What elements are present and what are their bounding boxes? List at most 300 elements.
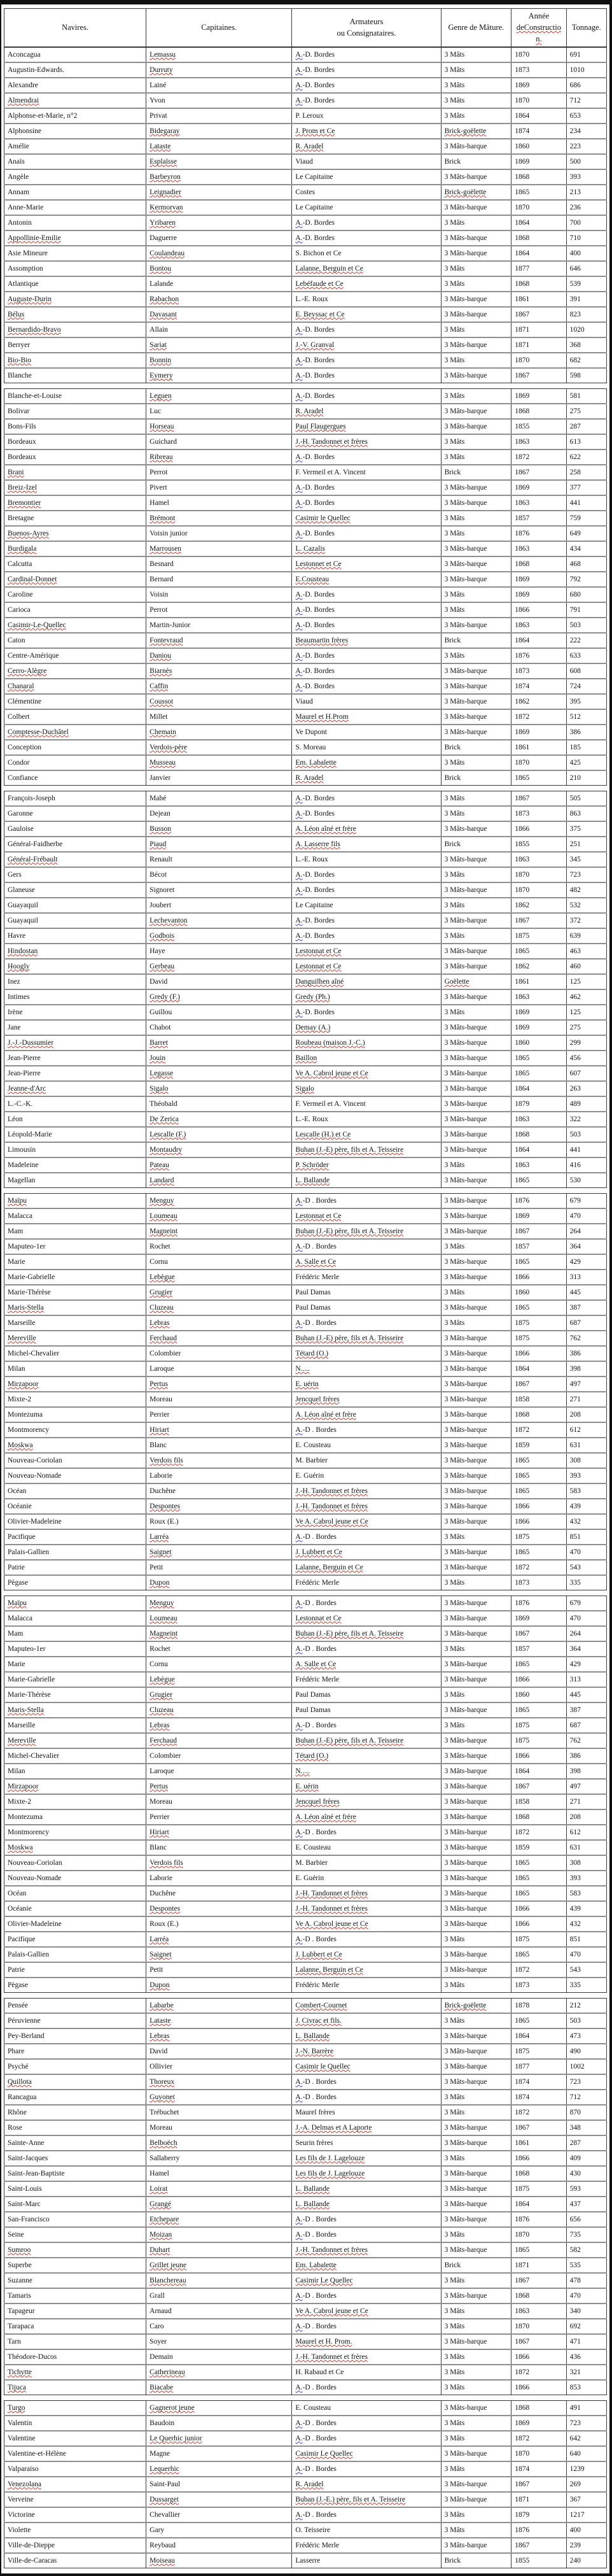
cell-tonnage: 692 [566, 2319, 606, 2334]
cell-capitaine [146, 2431, 292, 2446]
cell-navire [4, 2477, 146, 2492]
cell-annee: 1878 [511, 1999, 566, 2014]
cell-armateur: A.-D. Bordes [292, 587, 441, 602]
cell-capitaine [146, 2553, 292, 2568]
cell-tonnage: 687 [566, 1315, 606, 1331]
cell-navire: Marie-Thérèse [4, 1687, 146, 1702]
cell-capitaine: Duchêne [146, 1483, 292, 1499]
cell-armateur [292, 770, 441, 786]
cell-navire: Aconcagua [4, 47, 146, 62]
spellcheck-underline: Buenos-Ayres [8, 529, 49, 537]
cell-genre: 3 Mâts-barque [441, 556, 511, 572]
cell-annee: 1875 [511, 1932, 566, 1947]
cell-annee: 1875 [511, 1529, 566, 1545]
cell-navire: Alexandre [4, 78, 146, 93]
cell-navire: Olivier-Madeleine [4, 1514, 146, 1529]
cell-capitaine: Blanc [146, 1438, 292, 1453]
spellcheck-underline: Brick-goëlette [444, 2001, 487, 2009]
cell-capitaine [146, 2242, 292, 2258]
cell-genre: 3 Mâts-barque [441, 1020, 511, 1035]
cell-annee: 1869 [511, 587, 566, 602]
table-row [4, 1855, 607, 1871]
cell-annee: 1868 [511, 1809, 566, 1825]
cell-armateur [292, 1173, 441, 1188]
cell-armateur [292, 755, 441, 770]
cell-capitaine [146, 337, 292, 353]
cell-navire: Montmorency [4, 1825, 146, 1840]
table-row [4, 1005, 607, 1020]
header-cell-capitaines [146, 9, 292, 48]
cell-capitaine: Dejean [146, 806, 292, 821]
cell-annee: 1867 [511, 1376, 566, 1392]
cell-genre: 3 Mâts-barque [441, 1270, 511, 1285]
cell-capitaine [146, 368, 292, 383]
spellcheck-underline: Lestonnat et Ce [295, 947, 342, 955]
spellcheck-underline: Lataste [150, 2016, 171, 2025]
cell-annee: 1864 [511, 633, 566, 648]
cell-capitaine: Laroque [146, 1361, 292, 1376]
cell-armateur [292, 1499, 441, 1514]
cell-armateur [292, 1035, 441, 1051]
spellcheck-underline: Bélus [8, 310, 25, 318]
table-row [4, 679, 607, 694]
cell-navire: Montezuma [4, 1809, 146, 1825]
cell-capitaine [146, 740, 292, 755]
table-row [4, 1764, 607, 1779]
spellcheck-underline: Lescalle (H.) et Ce [295, 1130, 351, 1138]
cell-tonnage: 710 [566, 230, 606, 246]
cell-annee: 1874 [511, 124, 566, 139]
cell-tonnage: 275 [566, 1020, 606, 1035]
cell-annee: 1870 [511, 2446, 566, 2461]
spellcheck-underline: Maurel et H. Prom. [295, 2337, 352, 2346]
cell-navire [4, 852, 146, 867]
cell-tonnage: 213 [566, 185, 606, 200]
spellcheck-underline: Turgo [8, 2403, 25, 2412]
cell-genre: 3 Mâts-barque [441, 1035, 511, 1051]
cell-genre: 3 Mâts [441, 2105, 511, 2120]
spellcheck-underline: Sigalo [150, 1084, 169, 1093]
cell-navire: Assomption [4, 261, 146, 276]
spellcheck-underline: L. Ballande [295, 2032, 330, 2040]
cell-armateur [292, 2273, 441, 2288]
cell-navire: Mixte-2 [4, 1794, 146, 1809]
cell-annee: 1864 [511, 1142, 566, 1157]
cell-tonnage: 322 [566, 1112, 606, 1127]
cell-tonnage: 532 [566, 898, 606, 913]
spellcheck-underline: Cerro-Alègre [8, 667, 47, 675]
cell-armateur [292, 1733, 441, 1748]
cell-tonnage: 223 [566, 139, 606, 154]
table-row [4, 2334, 607, 2349]
table-row [4, 2288, 607, 2304]
cell-tonnage: 416 [566, 1157, 606, 1173]
cell-capitaine [146, 541, 292, 556]
cell-capitaine: Lalande [146, 276, 292, 292]
spellcheck-underline: Buhan (J.-E) père, fils et A. Teisseire [295, 1736, 404, 1744]
cell-genre: 3 Mâts [441, 2090, 511, 2105]
cell-armateur [292, 959, 441, 974]
cell-armateur: O. Teisseire [292, 2523, 441, 2538]
spellcheck-underline: A. [295, 667, 303, 675]
cell-navire: Verveine [4, 2492, 146, 2507]
cell-genre: 3 Mâts-barque [441, 2059, 511, 2074]
cell-capitaine [146, 1194, 292, 1209]
spellcheck-underline: Jencquel frères [295, 1395, 340, 1403]
cell-armateur: A.-D . Bordes [292, 2074, 441, 2090]
cell-tonnage: 367 [566, 2492, 606, 2507]
cell-annee: 1863 [511, 989, 566, 1005]
cell-navire [4, 663, 146, 679]
cell-armateur [292, 989, 441, 1005]
cell-armateur [292, 1657, 441, 1672]
spellcheck-underline: Lalanne, Berguin et Ce [295, 1965, 363, 1974]
table-row [4, 2212, 607, 2227]
spellcheck-underline: A. [295, 605, 303, 614]
table-row [4, 1173, 607, 1188]
cell-genre: 3 Mâts-barque [441, 1422, 511, 1438]
cell-capitaine [146, 185, 292, 200]
cell-annee: 1866 [511, 1916, 566, 1932]
cell-navire [4, 1035, 146, 1051]
spellcheck-underline: Rabachon [150, 295, 179, 303]
spellcheck-underline: Venezolana [8, 2480, 41, 2488]
spellcheck-underline: Landard [150, 1176, 174, 1184]
cell-tonnage: 287 [566, 2135, 606, 2151]
cell-capitaine: Signoret [146, 882, 292, 898]
spellcheck-underline: J. Lubbert et Ce [295, 1950, 342, 1958]
cell-capitaine: Guichard [146, 434, 292, 449]
cell-tonnage: 313 [566, 1672, 606, 1687]
cell-tonnage: 393 [566, 1468, 606, 1483]
cell-tonnage: 258 [566, 465, 606, 480]
table-row [4, 1270, 607, 1285]
cell-genre: 3 Mâts-barque [441, 1499, 511, 1514]
cell-navire: Océanie [4, 1499, 146, 1514]
cell-armateur: A.-D. Bordes [292, 618, 441, 633]
table-row [4, 1687, 607, 1702]
spellcheck-underline: J.-J.-Dussumier [8, 1038, 54, 1047]
table-row [4, 1096, 607, 1112]
spellcheck-underline: Lestonnat et Ce [295, 1614, 342, 1622]
spellcheck-underline: Marrousen [150, 544, 181, 553]
header-line: Année [528, 11, 550, 20]
table-row [4, 913, 607, 928]
cell-tonnage: 478 [566, 2273, 606, 2288]
cell-capitaine: Chabot [146, 1020, 292, 1035]
cell-navire [4, 1702, 146, 1718]
cell-navire: Guayaquil [4, 913, 146, 928]
cell-armateur [292, 511, 441, 526]
spellcheck-underline: Le Querhic junior [150, 2434, 202, 2442]
cell-genre: Brick [441, 2553, 511, 2568]
table-row [4, 1422, 607, 1438]
cell-tonnage: 386 [566, 1748, 606, 1764]
cell-capitaine [146, 2212, 292, 2227]
spellcheck-underline: Buhan (J.-E) père, fils et A. Teisseire [295, 1145, 404, 1154]
cell-annee: 1877 [511, 2059, 566, 2074]
cell-armateur: A.-D. Bordes [292, 495, 441, 511]
cell-navire: Alphonse-et-Marie, n°2 [4, 108, 146, 124]
cell-annee: 1876 [511, 1596, 566, 1611]
cell-genre: 3 Mâts [441, 2013, 511, 2028]
table-row [4, 2227, 607, 2242]
cell-capitaine: Perrot [146, 602, 292, 618]
cell-annee: 1866 [511, 821, 566, 837]
cell-tonnage: 372 [566, 913, 606, 928]
cell-annee: 1868 [511, 230, 566, 246]
cell-genre: 3 Mâts-barque [441, 1733, 511, 1748]
spellcheck-underline: A. [295, 2322, 303, 2330]
cell-navire [4, 465, 146, 480]
spellcheck-underline: Combert-Cournet [295, 2001, 347, 2009]
cell-annee: 1873 [511, 663, 566, 679]
cell-genre: 3 Mâts-barque [441, 368, 511, 383]
spellcheck-underline: Demay (A.) [295, 1023, 331, 1031]
cell-genre: 3 Mâts [441, 791, 511, 807]
spellcheck-underline: J.-A. Delmas et A Laporte [295, 2123, 372, 2132]
cell-tonnage: 437 [566, 2197, 606, 2212]
spellcheck-underline: Fontevraud [150, 636, 183, 644]
spellcheck-underline: Grugier [150, 1690, 172, 1699]
spellcheck-underline: A. [295, 371, 303, 379]
cell-genre: 3 Mâts-barque [441, 1901, 511, 1916]
cell-navire [4, 944, 146, 959]
spellcheck-underline: Grillet jeune [150, 2261, 186, 2269]
spellcheck-underline: Lalanne, Berguin et Ce [295, 1563, 363, 1571]
cell-annee: 1875 [511, 2181, 566, 2197]
cell-genre: 3 Mâts-barque [441, 2028, 511, 2044]
cell-genre: 3 Mâts-barque [441, 821, 511, 837]
cell-armateur: A.-D. Bordes [292, 663, 441, 679]
cell-armateur: A.-D. Bordes [292, 867, 441, 882]
table-row [4, 108, 607, 124]
cell-armateur: A.-D. Bordes [292, 806, 441, 821]
cell-armateur: Paul Damas [292, 1300, 441, 1315]
cell-tonnage: 236 [566, 200, 606, 215]
cell-navire [4, 572, 146, 587]
cell-navire: Marie-Gabrielle [4, 1672, 146, 1687]
table-row [4, 694, 607, 709]
cell-capitaine: Joubert [146, 898, 292, 913]
cell-tonnage: 436 [566, 2349, 606, 2365]
cell-armateur [292, 1779, 441, 1794]
cell-tonnage: 432 [566, 1514, 606, 1529]
table-row [4, 154, 607, 169]
cell-annee: 1865 [511, 2242, 566, 2258]
cell-armateur [292, 337, 441, 353]
cell-navire: Montezuma [4, 1407, 146, 1422]
cell-armateur: A.-D . Bordes [292, 1315, 441, 1331]
cell-navire: Augustin-Edwards. [4, 62, 146, 78]
cell-annee: 1859 [511, 1438, 566, 1453]
table-row [4, 852, 607, 867]
header-line: Navires. [62, 23, 89, 32]
table-row [4, 648, 607, 663]
table-row [4, 1285, 607, 1300]
cell-navire: Nouveau-Coriolan [4, 1855, 146, 1871]
table-row [4, 1194, 607, 1209]
cell-tonnage: 1239 [566, 2461, 606, 2477]
header-line: Genre de Mâture. [448, 23, 504, 32]
spellcheck-underline: Ve A. Cabrol jeune et Ce [295, 1069, 368, 1077]
cell-tonnage: 1020 [566, 322, 606, 337]
cell-armateur: A.-D. Bordes [292, 602, 441, 618]
cell-genre: 3 Mâts-barque [441, 1626, 511, 1641]
cell-capitaine: Soyer [146, 2334, 292, 2349]
cell-genre: 3 Mâts [441, 276, 511, 292]
cell-genre: 3 Mâts [441, 322, 511, 337]
cell-annee: 1866 [511, 1346, 566, 1361]
spellcheck-underline: Bidegaray [150, 127, 180, 135]
cell-capitaine [146, 1051, 292, 1066]
cell-armateur: A.-D. Bordes [292, 93, 441, 108]
cell-genre: 3 Mâts [441, 2365, 511, 2380]
cell-armateur [292, 2059, 441, 2074]
cell-genre: 3 Mâts-barque [441, 709, 511, 725]
spellcheck-underline: Lebras [150, 2032, 170, 2040]
cell-navire: Valentine-et-Hélène [4, 2446, 146, 2461]
cell-capitaine: Privat [146, 108, 292, 124]
cell-capitaine: David [146, 2044, 292, 2059]
table-row [4, 1947, 607, 1962]
table-row [4, 1733, 607, 1748]
cell-genre: 3 Mâts [441, 2380, 511, 2395]
cell-tonnage: 639 [566, 928, 606, 944]
spellcheck-underline: Biacabe [150, 2383, 174, 2391]
cell-armateur: Frédéric Merle [292, 2538, 441, 2553]
cell-annee: 1867 [511, 913, 566, 928]
cell-armateur [292, 1376, 441, 1392]
cell-genre: 3 Mâts-barque [441, 1672, 511, 1687]
cell-armateur: A.-D . Bordes [292, 2227, 441, 2242]
cell-capitaine: Demain [146, 2349, 292, 2365]
cell-annee: 1867 [511, 2120, 566, 2135]
cell-annee: 1865 [511, 1886, 566, 1901]
cell-navire: Nouveau-Nomade [4, 1871, 146, 1886]
cell-navire: Léopold-Marie [4, 1127, 146, 1142]
cell-armateur [292, 1392, 441, 1407]
spellcheck-underline: Gredy (F.) [150, 993, 180, 1001]
table-row [4, 307, 607, 322]
cell-navire [4, 2074, 146, 2090]
cell-armateur [292, 821, 441, 837]
cell-capitaine [146, 2273, 292, 2288]
cell-genre: 3 Mâts [441, 2523, 511, 2538]
cell-tonnage: 391 [566, 292, 606, 307]
table-row [4, 353, 607, 368]
cell-capitaine: Besnard [146, 556, 292, 572]
cell-armateur: E. Cousteau [292, 2401, 441, 2416]
spellcheck-underline: Buhan (J.-E) père, fils et A. Teisseire [295, 1334, 404, 1342]
cell-armateur [292, 1901, 441, 1916]
table-row [4, 2181, 607, 2197]
cell-tonnage: 400 [566, 2523, 606, 2538]
cell-annee: 1863 [511, 1157, 566, 1173]
cell-genre: 3 Mâts [441, 511, 511, 526]
cell-armateur: E. Guérin [292, 1871, 441, 1886]
cell-navire [4, 2401, 146, 2416]
cell-annee: 1872 [511, 1962, 566, 1978]
cell-tonnage: 299 [566, 1035, 606, 1051]
cell-armateur: Ve Dupont [292, 725, 441, 740]
cell-navire: Marseille [4, 1718, 146, 1733]
cell-capitaine [146, 1611, 292, 1626]
table-row [4, 989, 607, 1005]
cell-genre: 3 Mâts-barque [441, 292, 511, 307]
table-row [4, 1020, 607, 1035]
cell-armateur [292, 1916, 441, 1932]
cell-genre: 3 Mâts [441, 93, 511, 108]
spellcheck-underline: Duhart [150, 2246, 170, 2254]
cell-annee: 1874 [511, 679, 566, 694]
cell-navire [4, 1376, 146, 1392]
cell-genre: 3 Mâts-barque [441, 1916, 511, 1932]
cell-genre: 3 Mâts-barque [441, 495, 511, 511]
cell-annee: 1870 [511, 882, 566, 898]
cell-armateur [292, 1142, 441, 1157]
cell-capitaine: Théobald [146, 1096, 292, 1112]
cell-annee: 1870 [511, 47, 566, 62]
cell-annee: 1867 [511, 2334, 566, 2349]
table-row [4, 2151, 607, 2166]
cell-tonnage: 470 [566, 1208, 606, 1224]
cell-tonnage: 863 [566, 806, 606, 821]
cell-navire: Suzanne [4, 2273, 146, 2288]
cell-tonnage: 687 [566, 1718, 606, 1733]
table-row [4, 465, 607, 480]
cell-navire: Garonne [4, 806, 146, 821]
cell-genre: 3 Mâts-barque [441, 246, 511, 261]
cell-capitaine [146, 1157, 292, 1173]
cell-genre: 3 Mâts-barque [441, 307, 511, 322]
cell-annee: 1857 [511, 1641, 566, 1657]
cell-tonnage: 340 [566, 2304, 606, 2319]
cell-genre: 3 Mâts-barque [441, 1224, 511, 1239]
spellcheck-underline: Barbeyron [150, 173, 181, 181]
cell-navire: Marie-Gabrielle [4, 1270, 146, 1285]
cell-capitaine [146, 1575, 292, 1590]
cell-armateur [292, 572, 441, 587]
table-row [4, 1081, 607, 1096]
cell-genre: 3 Mâts-barque [441, 2538, 511, 2553]
cell-armateur: A.-D. Bordes [292, 322, 441, 337]
spellcheck-underline: Ve A. Cabrol jeune et Ce [295, 1920, 368, 1928]
cell-navire: Atlantique [4, 276, 146, 292]
spellcheck-underline: A. [295, 453, 303, 461]
spellcheck-underline: Sumroo [8, 2246, 31, 2254]
cell-genre: 3 Mâts-barque [441, 618, 511, 633]
spellcheck-underline: Lebras [150, 1721, 170, 1729]
cell-capitaine [146, 1932, 292, 1947]
cell-navire [4, 618, 146, 633]
cell-armateur: A.-D . Bordes [292, 1825, 441, 1840]
cell-armateur: A.-D. Bordes [292, 215, 441, 230]
spellcheck-underline: Chemain [150, 728, 176, 736]
cell-armateur [292, 1514, 441, 1529]
table-row [4, 1514, 607, 1529]
spellcheck-underline: Blanchereau [150, 2276, 186, 2284]
cell-armateur [292, 1999, 441, 2014]
spellcheck-underline: A. [295, 1196, 303, 1205]
spellcheck-underline: A. [295, 1319, 303, 1327]
cell-annee: 1867 [511, 2273, 566, 2288]
cell-capitaine [146, 1672, 292, 1687]
cell-annee: 1862 [511, 959, 566, 974]
cell-annee: 1864 [511, 108, 566, 124]
table-row [4, 2446, 607, 2461]
cell-tonnage: 251 [566, 837, 606, 852]
